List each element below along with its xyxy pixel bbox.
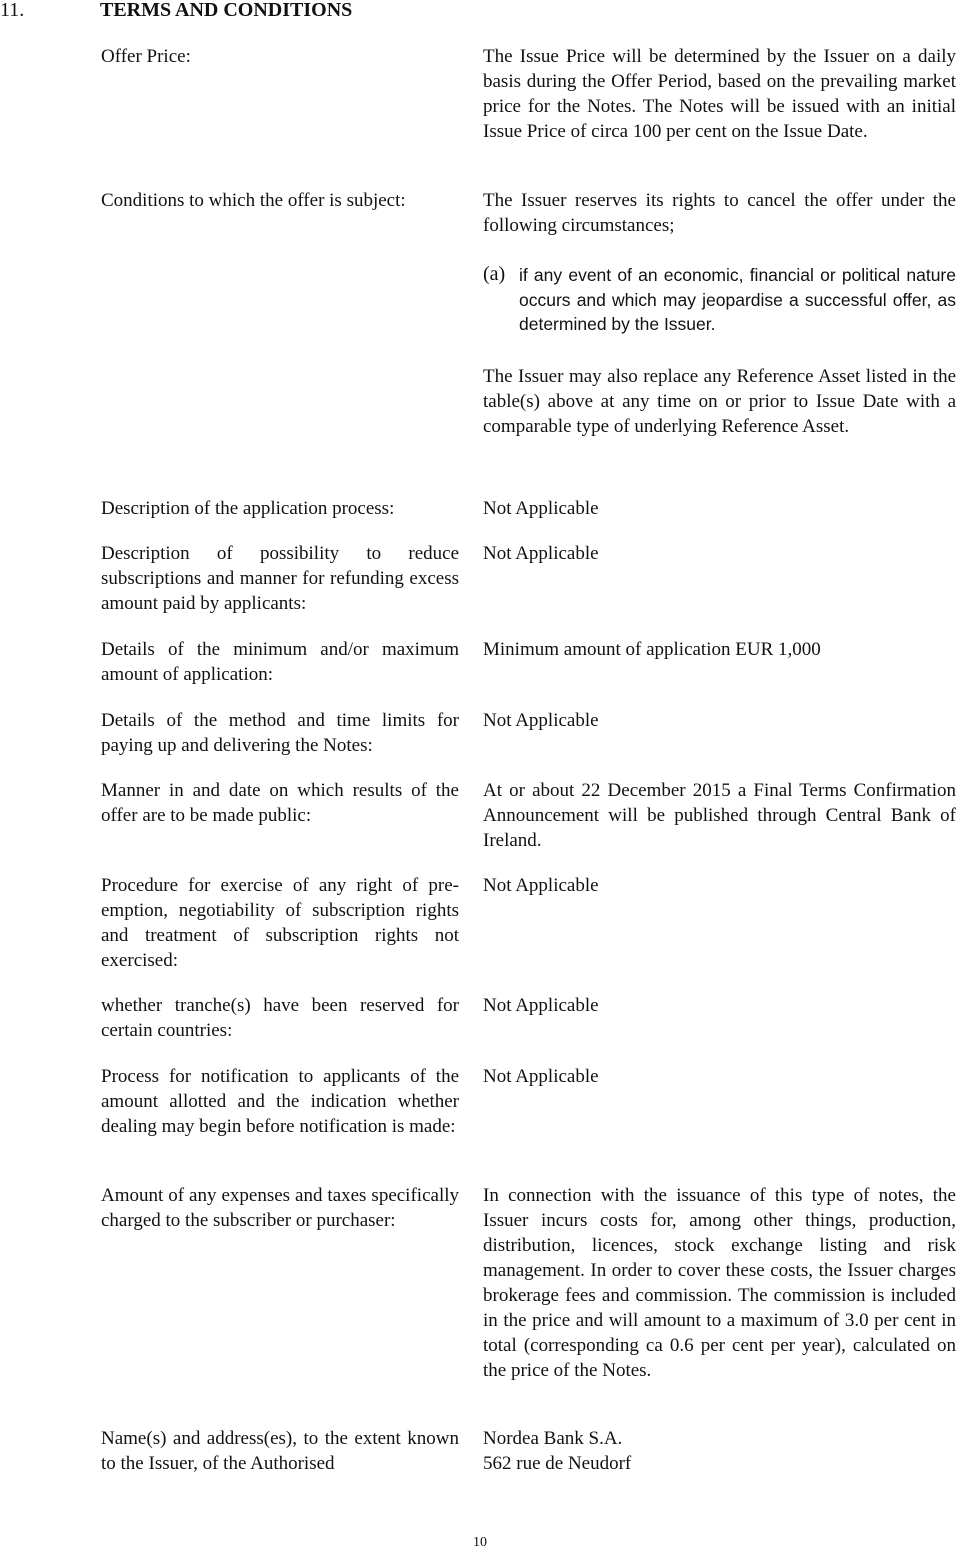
notification-process-label: Process for notification to applicants of the amount allotted and the indication whether dealing may begin before notification is made: xyxy=(101,1066,459,1137)
page-number: 10 xyxy=(473,1535,487,1550)
results-public-value: At or about 22 December 2015 a Final Terms Confirmation Announcement will be published through Central Bank of Ireland. xyxy=(483,780,956,851)
offer-price-value: The Issue Price will be determined by the Issuer on a daily basis during the Offer Period, based on the prevailing market price for the Notes. The Notes will be issued with an initial Issue Price of circa 100 per cent on the Issue Date. xyxy=(483,46,956,142)
application-process-value: Not Applicable xyxy=(483,498,599,519)
min-max-application-label: Details of the minimum and/or maximum amount of application: xyxy=(101,639,459,685)
method-time-limits-value: Not Applicable xyxy=(483,710,599,731)
reduce-subscriptions-value: Not Applicable xyxy=(483,543,599,564)
authorised-value-line1: Nordea Bank S.A. xyxy=(483,1428,623,1449)
min-max-application-value: Minimum amount of application EUR 1,000 xyxy=(483,639,821,660)
pre-emption-label: Procedure for exercise of any right of pre-emption, negotiability of subscription rights and treatment of subscription rights not exercised: xyxy=(101,875,459,971)
offer-price-label: Offer Price: xyxy=(101,46,191,67)
pre-emption-value: Not Applicable xyxy=(483,875,599,896)
method-time-limits-label: Details of the method and time limits for paying up and delivering the Notes: xyxy=(101,710,459,756)
section-title: TERMS AND CONDITIONS xyxy=(100,0,353,21)
section-heading xyxy=(0,0,352,23)
expenses-value: In connection with the issuance of this type of notes, the Issuer incurs costs for, among other things, production, distribution, licences, stock exchange listing and risk management. In order to cover these costs, the Issuer charges brokerage fees and commission. The commission is included in the price and will amount to a maximum of 3.0 per cent in total (corresponding ca 0.6 per cent per year), calculated on the price of the Notes. xyxy=(483,1185,956,1381)
conditions-extra-text: The Issuer may also replace any Reference Asset listed in the table(s) above at any time on or prior to Issue Date with a comparable type of underlying Reference Asset. xyxy=(483,366,956,437)
application-process-label: Description of the application process: xyxy=(101,498,395,519)
reduce-subscriptions-label: Description of possibility to reduce subscriptions and manner for refunding excess amount paid by applicants: xyxy=(101,543,459,614)
results-public-label: Manner in and date on which results of the offer are to be made public: xyxy=(101,780,459,826)
conditions-value: The Issuer reserves its rights to cancel the offer under the following circumstances; xyxy=(483,190,956,236)
tranches-label: whether tranche(s) have been reserved for certain countries: xyxy=(101,995,459,1041)
authorised-value xyxy=(483,1426,956,1476)
condition-item-marker: (a) xyxy=(483,263,506,285)
authorised-value-line2: 562 rue de Neudorf xyxy=(483,1453,632,1474)
condition-item-text: if any event of an economic, financial or political nature occurs and which may jeopardise a successful offer, as determined by the Issuer. xyxy=(519,265,956,334)
section-number: 11. xyxy=(0,0,25,21)
expenses-label: Amount of any expenses and taxes specifically charged to the subscriber or purchaser: xyxy=(101,1185,459,1231)
authorised-label: Name(s) and address(es), to the extent known to the Issuer, of the Authorised xyxy=(101,1428,459,1474)
conditions-label: Conditions to which the offer is subject: xyxy=(101,190,406,211)
tranches-value: Not Applicable xyxy=(483,995,599,1016)
notification-process-value: Not Applicable xyxy=(483,1066,599,1087)
